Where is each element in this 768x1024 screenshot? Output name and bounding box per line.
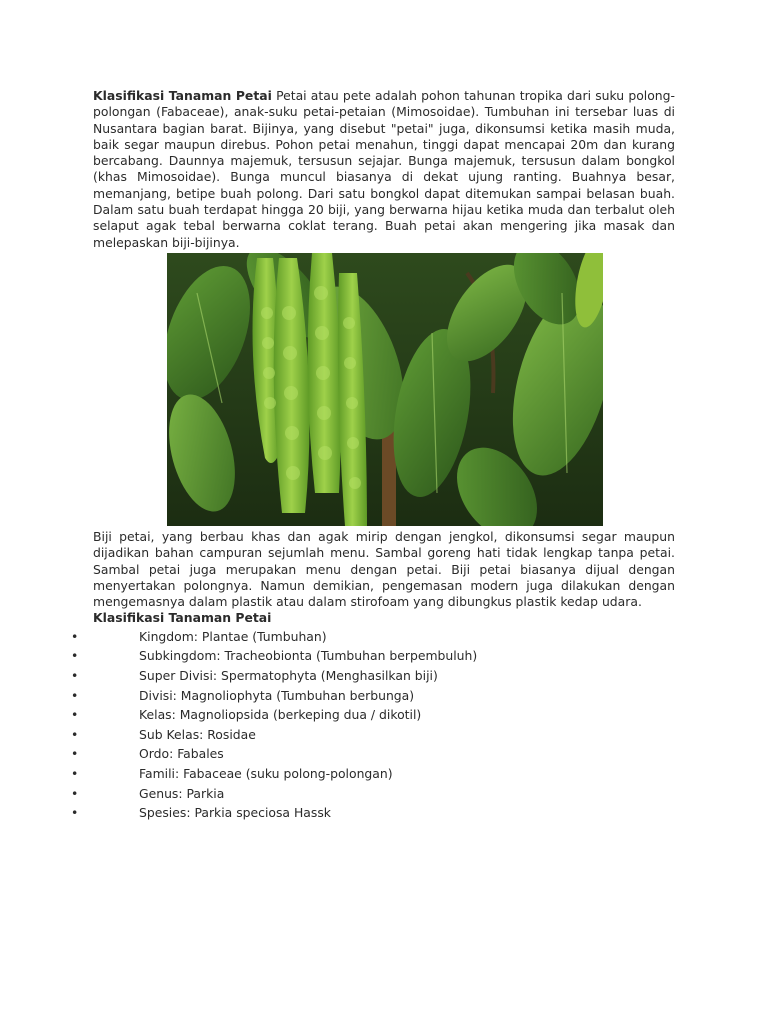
classification-item-text: Ordo: Fabales — [139, 746, 224, 762]
bullet-icon: • — [71, 765, 79, 781]
petai-photo — [167, 253, 603, 526]
classification-item — [71, 725, 675, 745]
classification-item-text: Subkingdom: Tracheobionta (Tumbuhan berpembuluh) — [139, 648, 478, 664]
bullet-icon: • — [71, 805, 79, 821]
classification-item-text: Genus: Parkia — [139, 785, 225, 801]
classification-item-text: Kingdom: Plantae (Tumbuhan) — [139, 628, 327, 644]
classification-item — [71, 784, 675, 804]
bullet-icon: • — [71, 726, 79, 742]
classification-item-text: Kelas: Magnoliopsida (berkeping dua / dikotil) — [139, 707, 422, 723]
classification-item-text: Divisi: Magnoliophyta (Tumbuhan berbunga) — [139, 687, 415, 703]
classification-item — [71, 686, 675, 706]
classification-item — [71, 803, 675, 823]
intro-heading: Klasifikasi Tanaman Petai — [93, 88, 272, 103]
bullet-icon: • — [71, 707, 79, 723]
classification-item — [71, 666, 675, 686]
bullet-icon: • — [71, 746, 79, 762]
classification-item-text: Spesies: Parkia speciosa Hassk — [139, 805, 331, 821]
intro-text: Petai atau pete adalah pohon tahunan tropika dari suku polong-polongan (Fabaceae), anak-suku petai-petaian (Mimosoidae). Tumbuhan ini tersebar luas di Nusantara bagian barat. Bijinya, yang disebut "petai" juga, dikonsumsi ketika masih muda, baik segar maupun direbus. Pohon petai menahun, tinggi dapat mencapai 20m dan kurang bercabang. Daunnya majemuk, tersusun sejajar. Bunga majemuk, tersusun dalam bongkol (khas Mimosoidae). Bunga muncul biasanya di dekat ujung ranting. Buahnya besar, memanjang, betipe buah polong. Dari satu bongkol dapat ditemukan sampai belasan buah. Dalam satu buah terdapat hingga 20 biji, yang berwarna hijau ketika muda dan terbalut oleh selaput agak tebal berwarna coklat terang. Buah petai akan mengering jika masak dan melepaskan biji-bijinya. — [93, 88, 675, 250]
classification-item — [71, 764, 675, 784]
bullet-icon: • — [71, 648, 79, 664]
classification-heading: Klasifikasi Tanaman Petai — [93, 610, 272, 626]
bullet-icon: • — [71, 687, 79, 703]
classification-item — [71, 705, 675, 725]
bullet-icon: • — [71, 628, 79, 644]
classification-list — [71, 627, 675, 823]
classification-item — [71, 744, 675, 764]
bullet-icon: • — [71, 785, 79, 801]
classification-item-text: Super Divisi: Spermatophyta (Menghasilkan biji) — [139, 667, 438, 683]
body-paragraph: Biji petai, yang berbau khas dan agak mirip dengan jengkol, dikonsumsi segar maupun dijadikan bahan campuran sejumlah menu. Sambal goreng hati tidak lengkap tanpa petai. Sambal petai juga merupakan menu dengan petai. Biji petai biasanya dijual dengan menyertakan polongnya. Namun demikian, pengemasan modern juga dilakukan dengan mengemasnya dalam plastik atau dalam stirofoam yang dibungkus plastik kedap udara. — [93, 528, 675, 610]
document-page — [71, 88, 675, 823]
bullet-icon: • — [71, 667, 79, 683]
classification-item-text: Sub Kelas: Rosidae — [139, 726, 256, 742]
intro-paragraph — [93, 88, 675, 251]
classification-item — [71, 627, 675, 647]
classification-item — [71, 646, 675, 666]
classification-item-text: Famili: Fabaceae (suku polong-polongan) — [139, 765, 393, 781]
